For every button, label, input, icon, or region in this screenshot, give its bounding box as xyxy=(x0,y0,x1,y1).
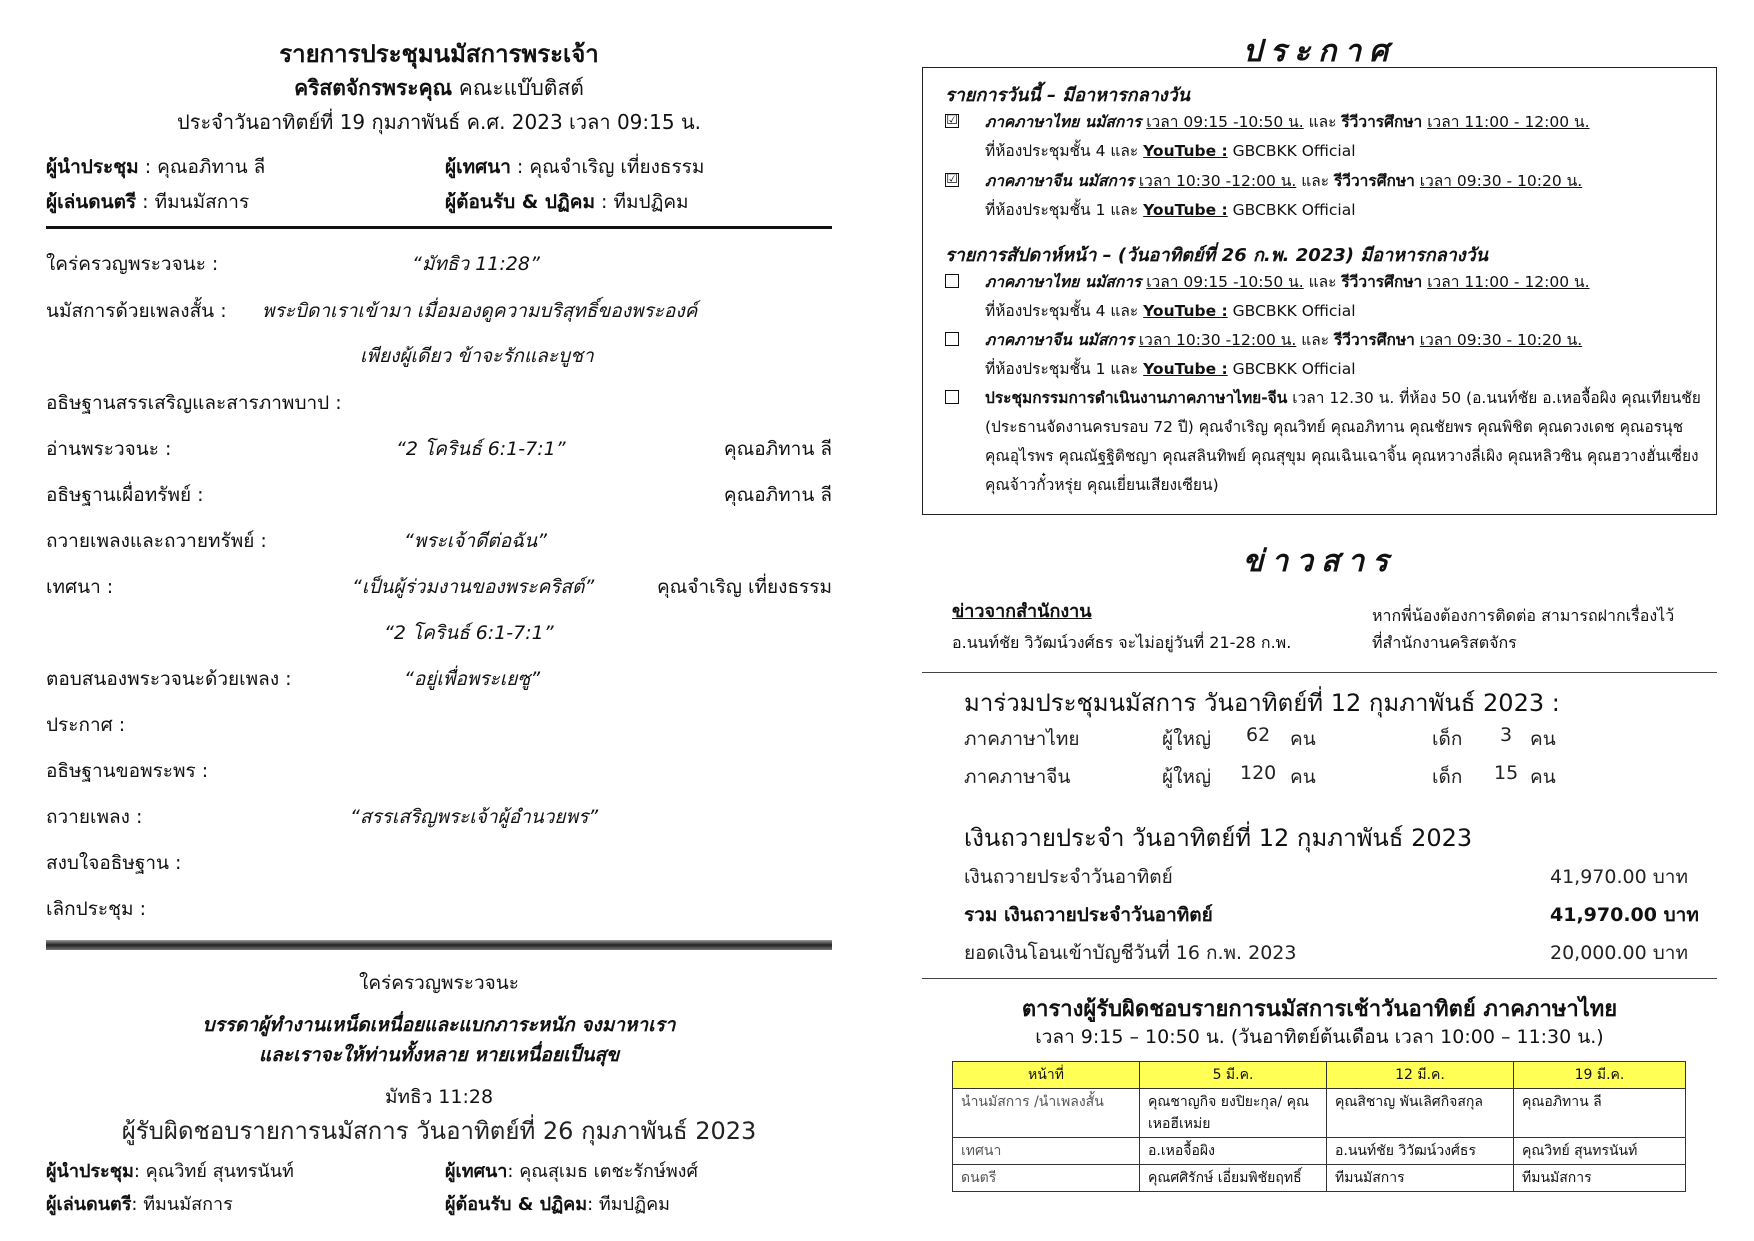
checkbox-empty-icon xyxy=(945,274,959,288)
leader-chair: ผู้นำประชุม : คุณอภิทาน ลี xyxy=(46,156,266,178)
announcements-title: ประกาศ xyxy=(1242,34,1397,69)
service-date: ประจำวันอาทิตย์ที่ 19 กุมภาพันธ์ ค.ศ. 2023 เวลา 09:15 น. xyxy=(177,110,701,134)
next-leader-value: ทีมนมัสการ xyxy=(143,1194,233,1215)
contact-line-1: หากพี่น้องต้องการติดต่อ สามารถฝากเรื่องไว้ xyxy=(1372,606,1675,625)
leader-label: ผู้เล่นดนตรี xyxy=(46,191,137,213)
leader-preacher: ผู้เทศนา : คุณจำเริญ เที่ยงธรรม xyxy=(445,156,705,178)
order-row xyxy=(46,526,832,552)
section-divider xyxy=(46,940,832,950)
leader-value: ทีมนมัสการ xyxy=(154,191,250,213)
leader-label: ผู้นำประชุม xyxy=(46,156,139,178)
table-row xyxy=(953,1165,1686,1192)
table-cell: เทศนา xyxy=(953,1138,1140,1165)
today-heading: รายการวันนี้ – มีอาหารกลางวัน xyxy=(945,85,1190,106)
table-header-row xyxy=(953,1062,1686,1089)
leader-value: คุณอภิทาน ลี xyxy=(157,156,266,178)
divider xyxy=(46,226,832,229)
order-row xyxy=(46,848,832,874)
order-row xyxy=(46,756,832,782)
order-label: ถวายเพลง : xyxy=(46,806,143,828)
table-header: 12 มี.ค. xyxy=(1327,1062,1514,1089)
order-label: อธิษฐานขอพระพร : xyxy=(46,760,209,782)
order-row xyxy=(46,249,832,275)
order-label: ตอบสนองพระวจนะด้วยเพลง : xyxy=(46,668,292,690)
offering-title: เงินถวายประจำ วันอาทิตย์ที่ 12 กุมภาพันธ์ 2023 xyxy=(964,824,1473,852)
next-week-title: ผู้รับผิดชอบรายการนมัสการ วันอาทิตย์ที่ 26 กุมภาพันธ์ 2023 xyxy=(121,1117,757,1145)
checkbox-checked-icon: ☑ xyxy=(946,113,958,128)
offering-label: เงินถวายประจำวันอาทิตย์ xyxy=(964,866,1173,888)
order-row xyxy=(46,296,832,322)
offering-amount: 41,970.00 บาท xyxy=(1550,904,1699,926)
child-count: 15 xyxy=(1494,762,1519,784)
order-label: เลิกประชุม : xyxy=(46,898,146,920)
table-header: หน้าที่ xyxy=(953,1062,1140,1089)
table-cell: นำนมัสการ /นำเพลงสั้น xyxy=(953,1089,1140,1138)
order-ref: “2 โครินธ์ 6:1-7:1” xyxy=(396,438,566,460)
table-cell: คุณศศิรักษ์ เอี่ยมพิชัยฤทธิ์ xyxy=(1140,1165,1327,1192)
order-ref: เพียงผู้เดียว ข้าจะรักและบูชา xyxy=(360,345,594,367)
table-cell: ทีมนมัสการ xyxy=(1327,1165,1514,1192)
order-label: ใคร่ครวญพระวจนะ : xyxy=(46,253,219,275)
order-ref: “พระเจ้าดีต่อฉัน” xyxy=(404,530,547,552)
offering-label: ยอดเงินโอนเข้าบัญชีวันที่ 16 ก.พ. 2023 xyxy=(964,942,1297,964)
unit-label: คน xyxy=(1290,728,1316,750)
news-title: ข่าวสาร xyxy=(1242,544,1397,579)
table-cell: ดนตรี xyxy=(953,1165,1140,1192)
order-label: ประกาศ : xyxy=(46,714,126,736)
next-week-heading: รายการสัปดาห์หน้า – (วันอาทิตย์ที่ 26 ก.พ. 2023) มีอาหารกลางวัน xyxy=(945,245,1488,266)
order-ref: “มัทธิว 11:28” xyxy=(412,253,540,275)
adult-label: ผู้ใหญ่ xyxy=(1162,766,1212,788)
order-person: คุณอภิทาน ลี xyxy=(723,484,832,506)
order-ref: “2 โครินธ์ 6:1-7:1” xyxy=(384,622,554,644)
order-label: อ่านพระวจนะ : xyxy=(46,438,172,460)
child-count: 3 xyxy=(1500,724,1513,746)
next-leader-chair: ผู้นำประชุม: คุณวิทย์ สุนทรนันท์ xyxy=(46,1161,294,1182)
table-cell: อ.นนท์ชัย วิวัฒน์วงศ์ธร xyxy=(1327,1138,1514,1165)
order-row xyxy=(46,388,832,414)
church-denomination: คณะแบ๊บติสต์ xyxy=(458,76,584,100)
office-news-text: อ.นนท์ชัย วิวัฒน์วงศ์ธร จะไม่อยู่วันที่ 21-28 ก.พ. xyxy=(952,633,1292,652)
order-person: คุณอภิทาน ลี xyxy=(723,438,832,460)
leader-value: คุณจำเริญ เที่ยงธรรม xyxy=(529,156,705,178)
order-row xyxy=(46,664,832,690)
next-leader-label: ผู้เทศนา xyxy=(445,1161,508,1182)
office-news-heading: ข่าวจากสำนักงาน xyxy=(952,601,1092,622)
table-cell: ทีมนมัสการ xyxy=(1514,1165,1686,1192)
meditation-title: ใคร่ครวญพระวจนะ xyxy=(359,972,519,994)
divider xyxy=(922,672,1717,673)
order-row xyxy=(46,894,832,920)
adult-label: ผู้ใหญ่ xyxy=(1162,728,1212,750)
order-row xyxy=(46,710,832,736)
table-header: 19 มี.ค. xyxy=(1514,1062,1686,1089)
table-cell: คุณวิทย์ สุนทรนันท์ xyxy=(1514,1138,1686,1165)
leader-musician: ผู้เล่นดนตรี : ทีมนมัสการ xyxy=(46,191,250,213)
schedule-title: ตารางผู้รับผิดชอบรายการนมัสการเช้าวันอาทิตย์ ภาคภาษาไทย xyxy=(1021,997,1618,1022)
order-label: ถวายเพลงและถวายทรัพย์ : xyxy=(46,530,267,552)
leader-label: ผู้ต้อนรับ & ปฏิคม xyxy=(445,191,595,213)
checkbox-empty-icon xyxy=(945,390,959,404)
leader-usher: ผู้ต้อนรับ & ปฏิคม : ทีมปฏิคม xyxy=(445,191,689,213)
next-leader-label: ผู้เล่นดนตรี xyxy=(46,1194,132,1215)
divider xyxy=(922,978,1717,979)
order-row xyxy=(46,572,832,598)
attendance-group: ภาคภาษาไทย xyxy=(964,728,1080,750)
attendance-title: มาร่วมประชุมนมัสการ วันอาทิตย์ที่ 12 กุมภาพันธ์ 2023 : xyxy=(964,689,1560,717)
announcements-box: รายการวันนี้ – มีอาหารกลางวัน ☑ ภาคภาษาไทย นมัสการ เวลา 09:15 -10:50 น. และ รีวีวารศึกษา เวลา 11:00 - 12:00 น. ที่ห้องประชุมชั้น 4 และ YouTube : GBCBKK Official ☑ ภาคภาษาจีน นมัสการ เวลา 10:30 -12:00 น. และ รีวีวารศึกษา เวลา 09:30 - 10:20 น. ที่ห้องประชุมชั้น 1 และ YouTube : GBCBKK Official รายการสัปดาห์หน้า – (วันอาทิตย์ที่ 26 ก.พ. 2023) มีอาหารกลางวัน ภาคภาษาไทย นมัสการ เวลา 09:15 -10:50 น. และ รีวีวารศึกษา เวลา 11:00 - 12:00 น. ที่ห้องประชุมชั้น 4 และ YouTube : GBCBKK Official ภาคภาษาจีน นมัสการ เวลา 10:30 -12:00 น. และ รีวีวารศึกษา เวลา 09:30 - 10:20 น. ที่ห้องประชุมชั้น 1 และ YouTube : GBCBKK Official ประชุมกรรมการดำเนินงานภาคภาษาไทย-จีน เวลา 12.30 น. ที่ห้อง 50 (อ.นนท์ชัย อ.เหอจื้อผิง คุณเทียนชัย (ประธานจัดงานครบรอบ 72 ปี) คุณจำเริญ คุณวิทย์ คุณอภิทาน คุณชัยพร คุณพิชิต คุณดวงเดช คุณอรนุช คุณอุไรพร คุณณัฐฐิติชญา คุณสลินทิพย์ คุณสุขุม คุณเฉินเฉาจิ้น คุณหวางลี่เผิง คุณหลิวซิน คุณฮวางฮั่นเซี่ยง คุณจ้าวกั๋วหรุ่ย คุณเยี่ยนเสียงเซียน) xyxy=(922,67,1717,515)
order-row xyxy=(46,618,832,644)
next-leader-value: ทีมปฏิคม xyxy=(598,1194,671,1215)
order-row xyxy=(46,802,832,828)
schedule-table xyxy=(952,1061,1686,1192)
next-leader-musician: ผู้เล่นดนตรี: ทีมนมัสการ xyxy=(46,1194,233,1215)
child-label: เด็ก xyxy=(1432,728,1463,750)
order-label: สงบใจอธิษฐาน : xyxy=(46,852,182,874)
table-cell: อ.เหอจื้อผิง xyxy=(1140,1138,1327,1165)
church-name-bold: คริสตจักรพระคุณ xyxy=(294,76,453,100)
order-ref: พระบิดาเราเข้ามา เมื่อมองดูความบริสุทธิ์ของพระองค์ xyxy=(262,300,698,322)
table-header: 5 มี.ค. xyxy=(1140,1062,1327,1089)
church-name xyxy=(46,72,832,105)
program-title: รายการประชุมนมัสการพระเจ้า xyxy=(279,40,599,68)
order-row xyxy=(46,341,832,367)
leader-value: ทีมปฏิคม xyxy=(613,191,689,213)
attendance-group: ภาคภาษาจีน xyxy=(964,766,1071,788)
unit-label: คน xyxy=(1530,728,1556,750)
verse-reference: มัทธิว 11:28 xyxy=(384,1086,494,1108)
schedule-subtitle: เวลา 9:15 – 10:50 น. (วันอาทิตย์ต้นเดือน เวลา 10:00 – 11:30 น.) xyxy=(1035,1026,1604,1048)
next-leader-label: ผู้นำประชุม xyxy=(46,1161,134,1182)
unit-label: คน xyxy=(1290,766,1316,788)
order-ref: “สรรเสริญพระเจ้าผู้อำนวยพร” xyxy=(350,806,599,828)
next-leader-preacher: ผู้เทศนา: คุณสุเมธ เตชะรักษ์พงศ์ xyxy=(445,1161,698,1182)
next-leader-value: คุณสุเมธ เตชะรักษ์พงศ์ xyxy=(519,1161,698,1182)
leader-label: ผู้เทศนา xyxy=(445,156,511,178)
order-label: อธิษฐานสรรเสริญและสารภาพบาป : xyxy=(46,392,342,414)
table-cell: คุณอภิทาน ลี xyxy=(1514,1089,1686,1138)
order-row xyxy=(46,480,832,506)
table-row xyxy=(953,1138,1686,1165)
verse-line-1: บรรดาผู้ทำงานเหน็ดเหนื่อยและแบกภาระหนัก จงมาหาเรา xyxy=(202,1014,676,1036)
checkbox-empty-icon xyxy=(945,332,959,346)
order-label: เทศนา : xyxy=(46,576,114,598)
order-ref: “เป็นผู้ร่วมงานของพระคริสต์” xyxy=(352,576,595,598)
order-ref: “อยู่เพื่อพระเยซู” xyxy=(404,668,541,690)
contact-line-2: ที่สำนักงานคริสตจักร xyxy=(1372,633,1517,652)
adult-count: 62 xyxy=(1246,724,1271,746)
order-label: อธิษฐานเผื่อทรัพย์ : xyxy=(46,484,204,506)
table-row xyxy=(953,1089,1686,1138)
next-leader-value: คุณวิทย์ สุนทรนันท์ xyxy=(145,1161,294,1182)
verse-line-2: และเราจะให้ท่านทั้งหลาย หายเหนื่อยเป็นสุข xyxy=(258,1044,620,1066)
next-leader-usher: ผู้ต้อนรับ & ปฏิคม: ทีมปฏิคม xyxy=(445,1194,671,1215)
table-cell: คุณสิชาญ พันเลิศกิจสกุล xyxy=(1327,1089,1514,1138)
order-row xyxy=(46,434,832,460)
adult-count: 120 xyxy=(1240,762,1277,784)
order-person: คุณจำเริญ เที่ยงธรรม xyxy=(656,576,832,598)
offering-label: รวม เงินถวายประจำวันอาทิตย์ xyxy=(964,904,1213,926)
child-label: เด็ก xyxy=(1432,766,1463,788)
order-label: นมัสการด้วยเพลงสั้น : xyxy=(46,300,227,322)
table-cell: คุณชาญกิจ ยงปิยะกุล/ คุณเหอฮีเหม่ย xyxy=(1140,1089,1327,1138)
offering-amount: 20,000.00 บาท xyxy=(1550,942,1688,964)
offering-amount: 41,970.00 บาท xyxy=(1550,866,1688,888)
unit-label: คน xyxy=(1530,766,1556,788)
next-leader-label: ผู้ต้อนรับ & ปฏิคม xyxy=(445,1194,588,1215)
checkbox-checked-icon: ☑ xyxy=(946,172,958,187)
